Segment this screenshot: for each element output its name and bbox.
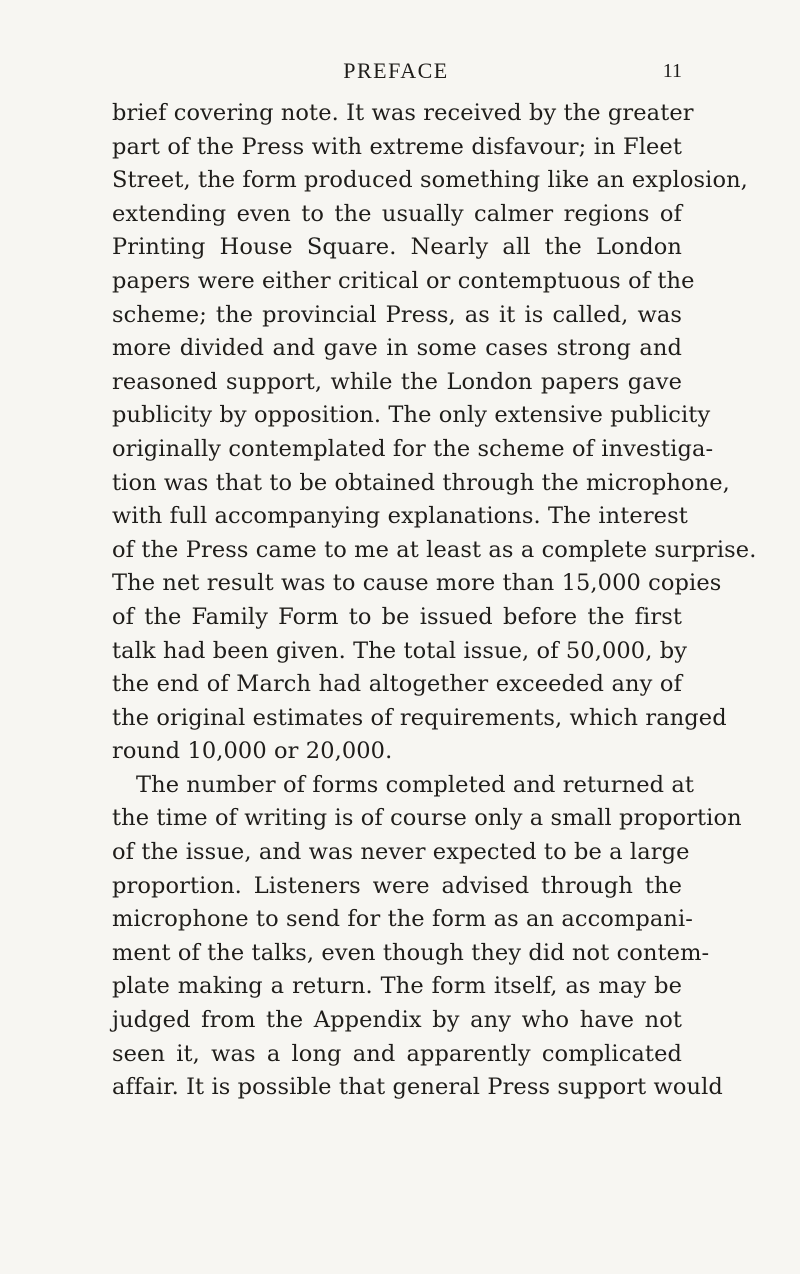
text-line: talk had been given. The total issue, of 50,000, by <box>112 637 688 664</box>
text-line: the original estimates of requirements, which ranged <box>112 704 727 731</box>
text-line: of the issue, and was never expected to be a large <box>112 839 690 866</box>
text-line: seen it, was a long and apparently complicated <box>112 1040 682 1067</box>
text-line: originally contemplated for the scheme of investiga- <box>112 435 714 462</box>
text-line: brief covering note. It was received by the greater <box>112 100 694 126</box>
text-line: with full accompanying explanations. The interest <box>112 503 688 530</box>
page-number: 11 <box>662 60 682 82</box>
text-line: judged from the Appendix by any who have not <box>112 1007 682 1034</box>
text-line: round 10,000 or 20,000. <box>112 738 393 765</box>
text-line: affair. It is possible that general Press support would <box>112 1074 723 1101</box>
text-line: plate making a return. The form itself, as may be <box>112 973 682 1000</box>
text-line: the time of writing is of course only a small proportion <box>112 805 742 832</box>
text-line: The number of forms completed and returned at <box>136 771 695 798</box>
text-line: microphone to send for the form as an accompani- <box>112 906 693 933</box>
text-line: extending even to the usually calmer regions of <box>112 200 682 227</box>
body-text <box>112 97 757 1105</box>
text-line: the end of March had altogether exceeded any of <box>112 671 682 698</box>
text-line: reasoned support, while the London papers gave <box>112 368 682 395</box>
text-line: publicity by opposition. The only extensive publicity <box>112 402 711 429</box>
text-line: papers were either critical or contemptuous of the <box>112 267 695 294</box>
text-line: tion was that to be obtained through the microphone, <box>112 469 730 496</box>
text-line: of the Family Form to be issued before the first <box>112 603 682 630</box>
running-header-title: PREFACE <box>343 58 449 83</box>
text-line: part of the Press with extreme disfavour; in Fleet <box>112 133 682 160</box>
text-line: Printing House Square. Nearly all the London <box>112 234 682 261</box>
text-line: The net result was to cause more than 15,000 copies <box>112 570 722 597</box>
text-line: scheme; the provincial Press, as it is called, was <box>112 301 682 328</box>
text-line: more divided and gave in some cases strong and <box>112 335 682 362</box>
running-header <box>110 56 682 86</box>
text-line: Street, the form produced something like an explosion, <box>112 167 748 194</box>
text-line: of the Press came to me at least as a complete surprise. <box>112 536 757 563</box>
text-line: proportion. Listeners were advised through the <box>112 872 682 899</box>
text-line: ment of the talks, even though they did not contem- <box>112 939 710 966</box>
